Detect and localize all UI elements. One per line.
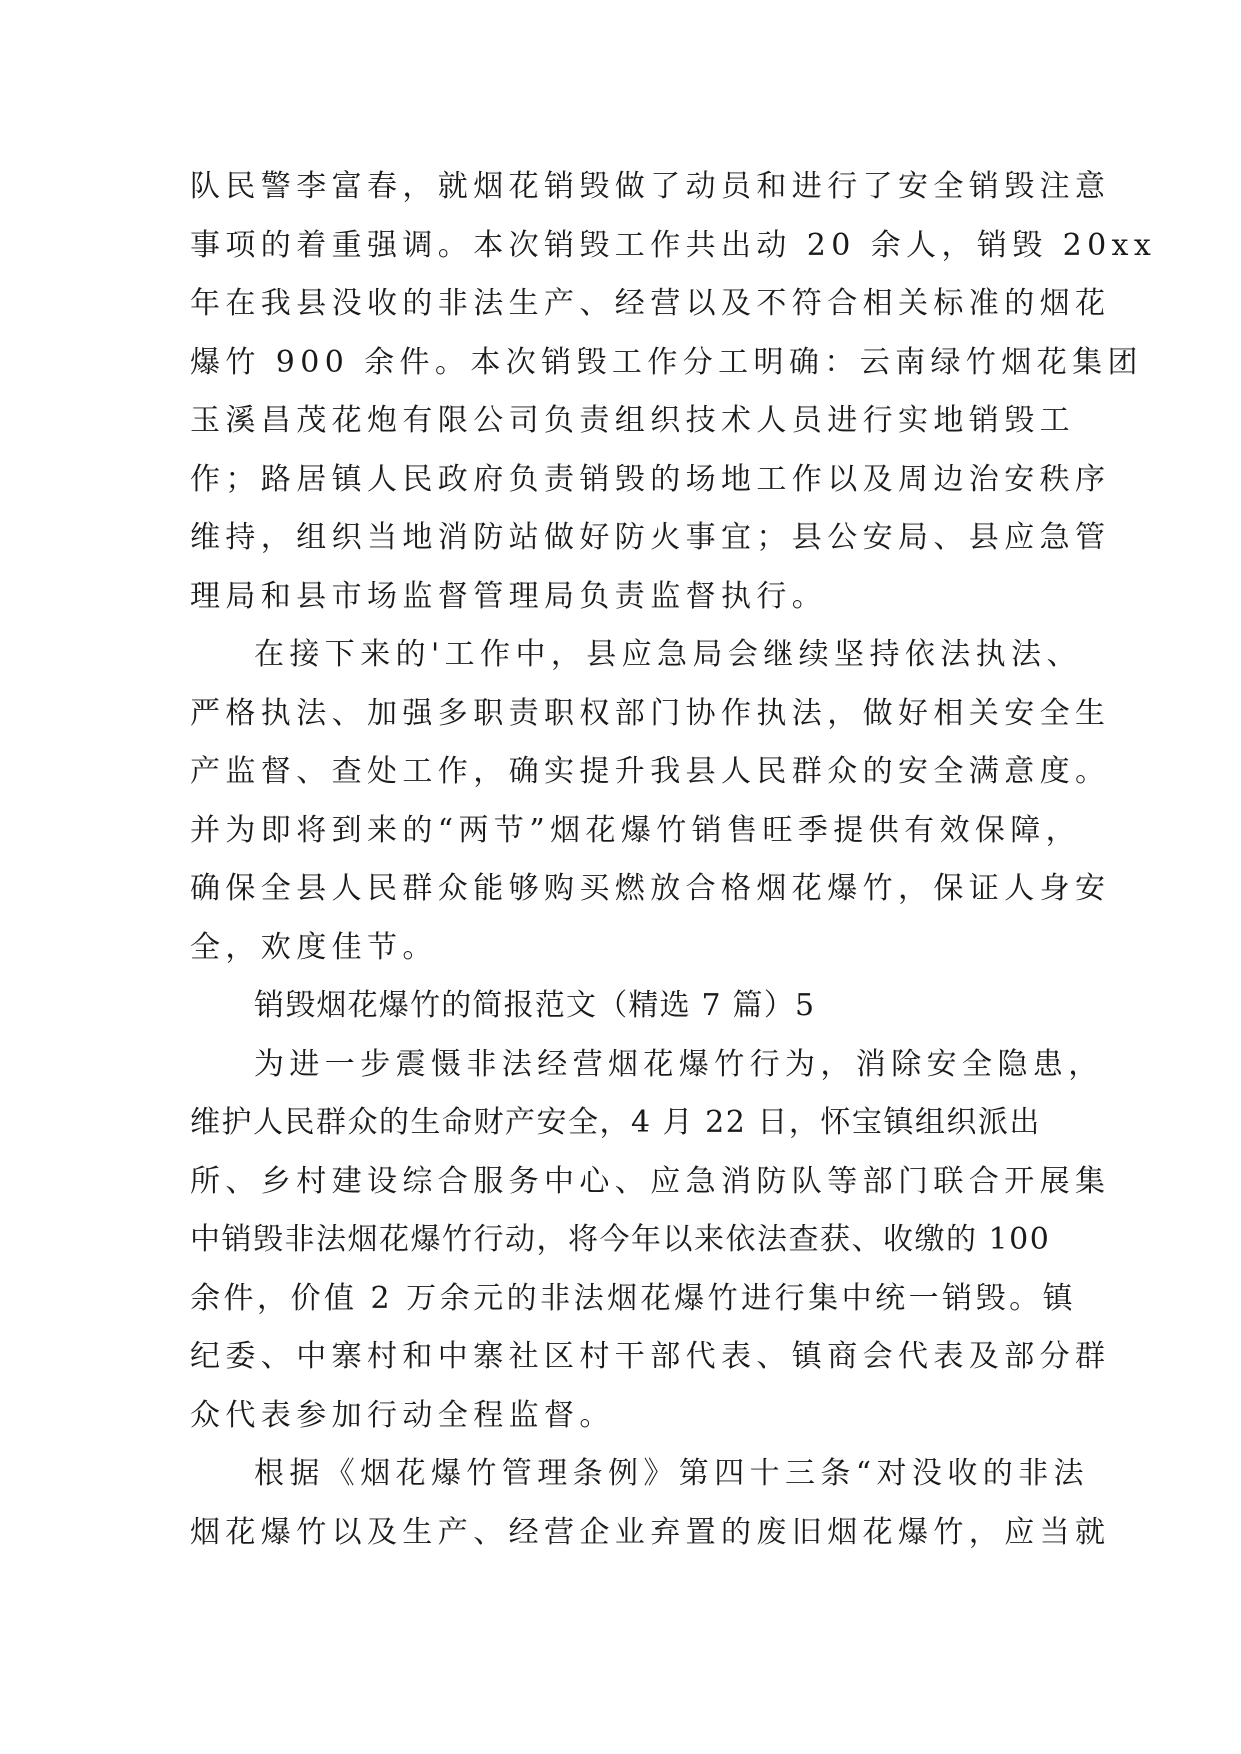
text-line: 所、乡村建设综合服务中心、应急消防队等部门联合开展集 bbox=[190, 1163, 1111, 1199]
text-line: 烟花爆竹以及生产、经营企业弃置的废旧烟花爆竹，应当就 bbox=[190, 1514, 1111, 1550]
text-line: 作；路居镇人民政府负责销毁的场地工作以及周边治安秩序 bbox=[190, 461, 1111, 497]
text-line: 维护人民群众的生命财产安全，4 月 22 日，怀宝镇组织派出 bbox=[190, 1105, 1041, 1140]
text-line: 众代表参加行动全程监督。 bbox=[190, 1397, 615, 1433]
paragraph-start-line: 为进一步震慑非法经营烟花爆竹行为，消除安全隐患， bbox=[254, 1046, 1104, 1082]
text-line: 产监督、查处工作，确实提升我县人民群众的安全满意度。 bbox=[190, 754, 1111, 789]
text-line: 余件，价值 2 万余元的非法烟花爆竹进行集中统一销毁。镇 bbox=[190, 1280, 1077, 1316]
text-line: 玉溪昌茂花炮有限公司负责组织技术人员进行实地销毁工 bbox=[190, 403, 1075, 438]
section-heading: 销毁烟花爆竹的简报范文（精选 7 篇）5 bbox=[254, 988, 816, 1023]
paragraph-start-line: 在接下来的'工作中，县应急局会继续坚持依法执法、 bbox=[254, 637, 1082, 672]
text-line: 并为即将到来的“两节”烟花爆竹销售旺季提供有效保障， bbox=[190, 812, 1082, 848]
document-body bbox=[190, 158, 1157, 1562]
text-line: 确保全县人民群众能够购买燃放合格烟花爆竹，保证人身安 bbox=[190, 871, 1111, 906]
text-line: 维持，组织当地消防站做好防火事宜；县公安局、县应急管 bbox=[190, 520, 1111, 555]
paragraph-start-line: 根据《烟花爆竹管理条例》第四十三条“对没收的非法 bbox=[254, 1456, 1089, 1491]
text-line: 爆竹 900 余件。本次销毁工作分工明确：云南绿竹烟花集团 bbox=[190, 344, 1143, 380]
text-line: 严格执法、加强多职责职权部门协作执法，做好相关安全生 bbox=[190, 695, 1111, 731]
text-line: 纪委、中寨村和中寨社区村干部代表、镇商会代表及部分群 bbox=[190, 1339, 1111, 1374]
text-line: 队民警李富春，就烟花销毁做了动员和进行了安全销毁注意 bbox=[190, 169, 1111, 204]
text-line: 事项的着重强调。本次销毁工作共出动 20 余人，销毁 20xx bbox=[190, 227, 1157, 263]
text-line: 全，欢度佳节。 bbox=[190, 929, 438, 965]
text-line: 年在我县没收的非法生产、经营以及不符合相关标准的烟花 bbox=[190, 286, 1111, 321]
text-line: 理局和县市场监督管理局负责监督执行。 bbox=[190, 578, 828, 614]
text-line: 中销毁非法烟花爆竹行动，将今年以来依法查获、收缴的 100 bbox=[190, 1222, 1051, 1257]
